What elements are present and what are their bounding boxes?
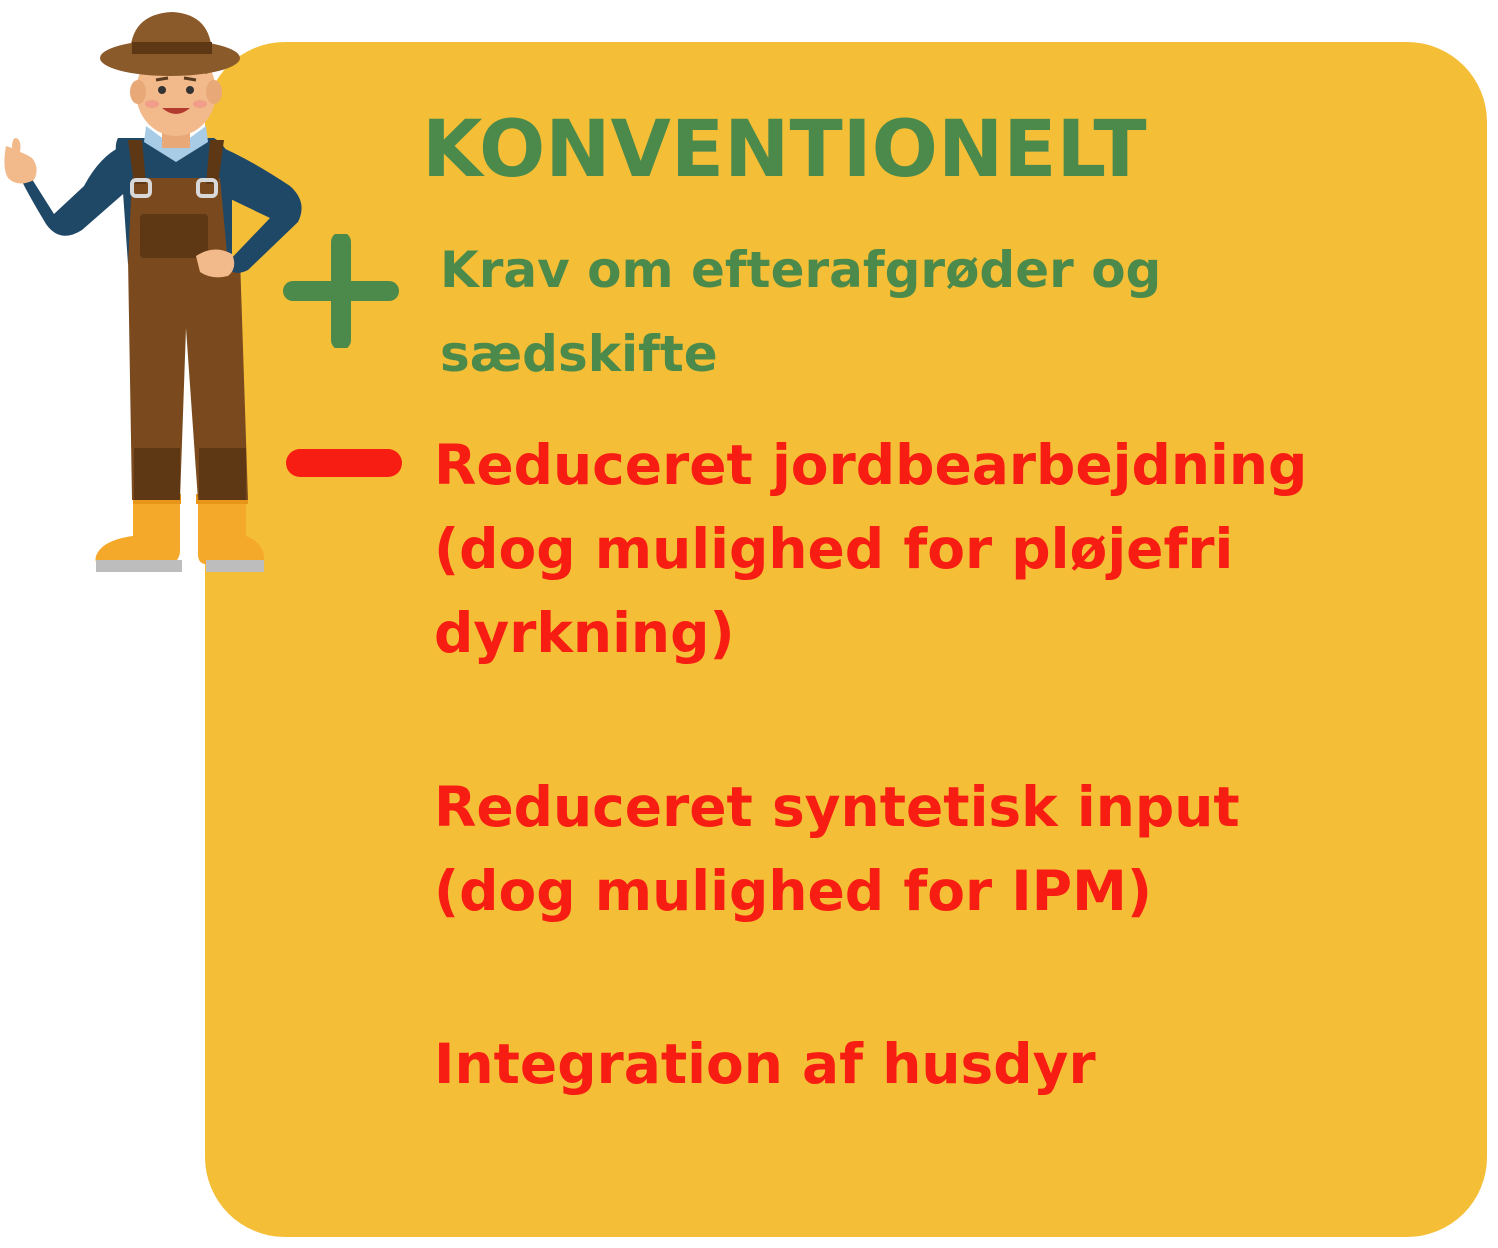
negative-item-line: Integration af husdyr	[434, 1032, 1096, 1096]
positive-item-line: Krav om efterafgrøder og	[440, 241, 1162, 299]
negative-item-line: Reduceret jordbearbejdning	[434, 433, 1308, 497]
negative-item-line: Reduceret syntetisk input	[434, 775, 1240, 839]
negative-item	[434, 1022, 1096, 1106]
positive-item	[440, 228, 1440, 396]
card-title: KONVENTIONELT	[422, 105, 1147, 195]
negative-item	[434, 423, 1307, 675]
negative-item-line: dyrkning)	[434, 601, 735, 665]
positive-item-line: sædskifte	[440, 325, 718, 383]
negative-item-line: (dog mulighed for IPM)	[434, 859, 1152, 923]
negative-item-line: (dog mulighed for pløjefri	[434, 517, 1234, 581]
negative-item	[434, 765, 1240, 933]
farmer-illustration	[0, 8, 310, 578]
